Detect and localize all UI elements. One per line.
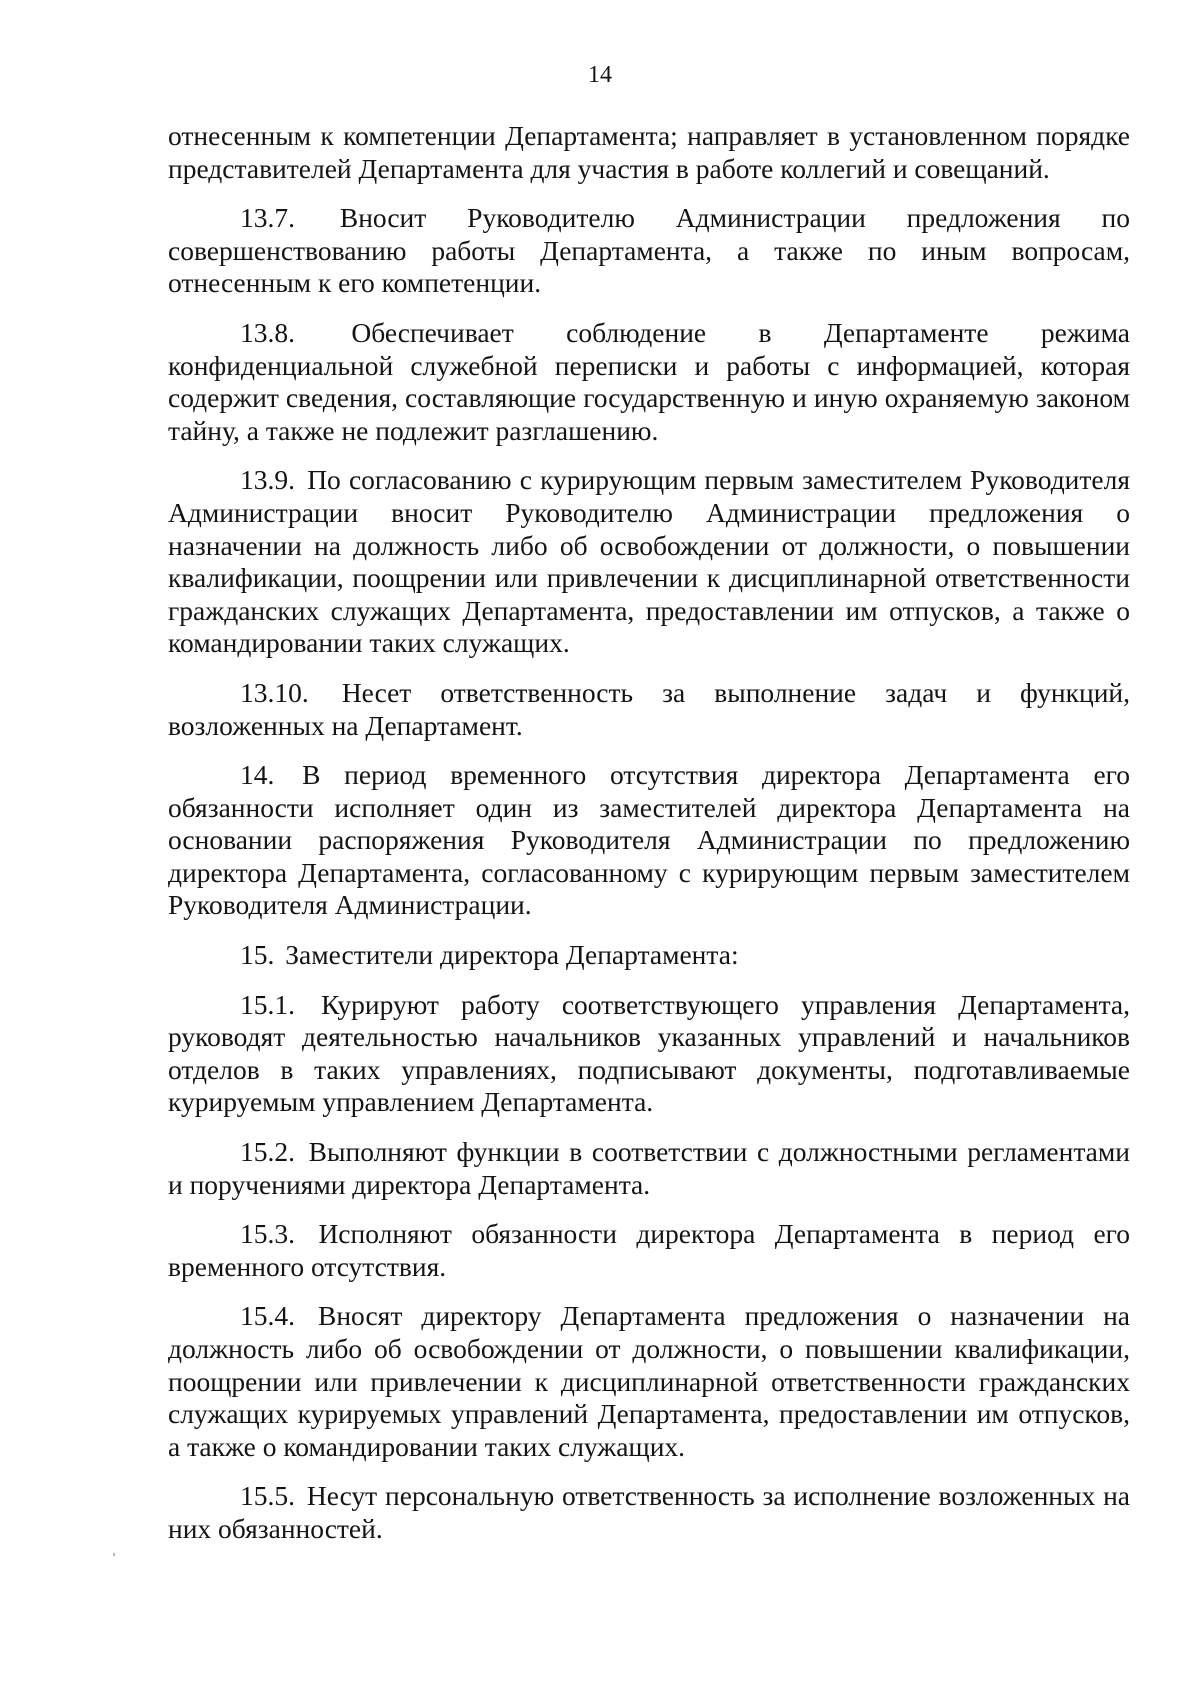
paragraph-text: Обеспечивает соблюдение в Департаменте режима конфиденциальной служебной переписки и работы с информацией, которая содержит сведения, составляющие государственную и иную охраняемую законом тайну, а также не подлежит разглашению. <box>168 316 1130 446</box>
paragraph-number: 15.3. <box>240 1218 295 1250</box>
paragraph-number: 15.2. <box>240 1136 295 1168</box>
paragraph-text: отнесенным к компетенции Департамента; направляет в установленном порядке представителей Департамента для участия в работе коллегий и совещаний. <box>168 120 1130 184</box>
paragraph-number: 13.7. <box>240 202 295 234</box>
paragraph-14 <box>168 759 1130 922</box>
paragraph-13-9 <box>168 464 1130 660</box>
paragraph-15-5 <box>168 1480 1130 1545</box>
paragraph-13-8 <box>168 317 1130 447</box>
scan-speck <box>113 1553 115 1556</box>
paragraph-15-1 <box>168 989 1130 1119</box>
paragraph-13-7 <box>168 202 1130 300</box>
paragraph-15 <box>168 939 1130 972</box>
paragraph-text: По согласованию с курирующим первым заместителем Руководителя Администрации вносит Руководителю Администрации предложения о назначении на должность либо об освобождении от должности, о повышении квалификации, поощрении или привлечении к дисциплинарной ответственности гражданских служащих Департамента, предоставлении им отпусков, а также о командировании таких служащих. <box>168 464 1130 659</box>
paragraph-number: 15.4. <box>240 1300 295 1332</box>
paragraph-13-10 <box>168 677 1130 742</box>
paragraph-text: Исполняют обязанности директора Департамента в период его временного отсутствия. <box>168 1218 1131 1282</box>
paragraph-text: Выполняют функции в соответствии с должностными регламентами и поручениями директора Департамента. <box>168 1136 1131 1200</box>
paragraph-number: 15.1. <box>240 988 295 1020</box>
paragraph-text: Несет ответственность за выполнение задач и функций, возложенных на Департамент. <box>168 676 1130 741</box>
paragraph-number: 13.8. <box>240 316 295 348</box>
paragraph-15-3 <box>168 1218 1130 1283</box>
paragraph-continuation <box>168 120 1130 185</box>
paragraph-text: Несут персональную ответственность за исполнение возложенных на них обязанностей. <box>168 1480 1130 1544</box>
paragraph-number: 14. <box>240 759 275 791</box>
paragraph-number: 15.5. <box>240 1480 295 1512</box>
paragraph-text: Вносят директору Департамента предложения о назначении на должность либо об освобождении от должности, о повышении квалификации, поощрении или привлечении к дисциплинарной ответственности гражданских служащих курируемых управлений Департамента, предоставлении им отпусков, а также о командировании таких служащих. <box>168 1300 1130 1462</box>
paragraph-15-2 <box>168 1136 1130 1201</box>
paragraph-text: В период временного отсутствия директора Департамента его обязанности исполняет один из заместителей директора Департамента на основании распоряжения Руководителя Администрации по предложению директора Департамента, согласованному с курирующим первым заместителем Руководителя Администрации. <box>168 759 1130 921</box>
paragraph-15-4 <box>168 1300 1130 1463</box>
paragraph-number: 13.10. <box>240 676 309 708</box>
paragraph-number: 13.9. <box>240 464 295 496</box>
document-body <box>168 120 1130 1563</box>
paragraph-text: Вносит Руководителю Администрации предложения по совершенствованию работы Департамента, а также по иным вопросам, отнесенным к его компетенции. <box>168 202 1130 299</box>
paragraph-text: Заместители директора Департамента: <box>285 939 739 971</box>
paragraph-number: 15. <box>240 939 275 971</box>
page-number: 14 <box>588 62 612 88</box>
paragraph-text: Курируют работу соответствующего управления Департамента, руководят деятельностью начальников указанных управлений и начальников отделов в таких управлениях, подписывают документы, подготавливаемые курируемым управлением Департамента. <box>168 988 1131 1118</box>
